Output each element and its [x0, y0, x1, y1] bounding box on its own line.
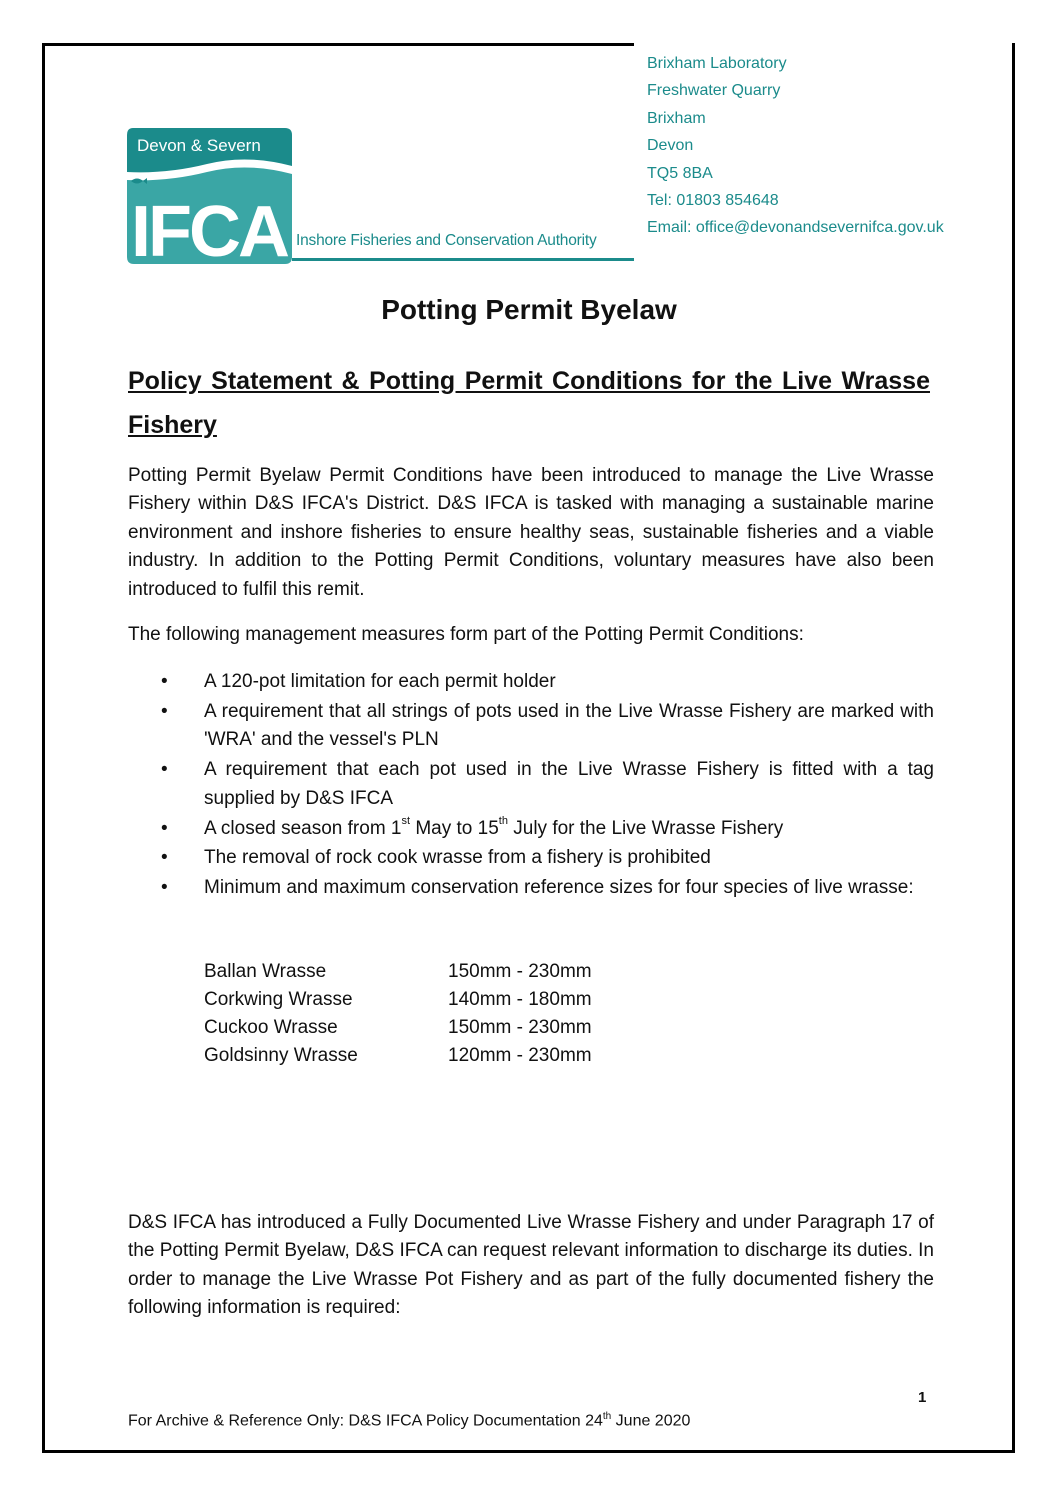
footer-text: For Archive & Reference Only: D&S IFCA Policy Documentation 24th June 2020	[128, 1411, 691, 1430]
address-block	[647, 50, 944, 242]
page-border-top	[42, 43, 634, 46]
bullet-icon: •	[161, 700, 168, 722]
logo-rule	[292, 258, 634, 261]
bullet-icon: •	[161, 817, 168, 839]
address-line: Brixham	[647, 109, 706, 127]
measures-intro: The following management measures form part of the Potting Permit Conditions:	[128, 624, 804, 645]
size-range: 120mm - 230mm	[448, 1045, 592, 1066]
size-table	[204, 958, 592, 1070]
bullet-icon: •	[161, 759, 168, 781]
species-name: Cuckoo Wrasse	[204, 1017, 338, 1038]
list-item: • A closed season from 1st May to 15th July for the Live Wrasse Fishery	[128, 815, 934, 843]
logo-tagline: Inshore Fisheries and Conservation Authority	[296, 232, 597, 249]
page-border-right	[1012, 43, 1015, 1453]
species-name: Goldsinny Wrasse	[204, 1045, 358, 1066]
bullet-icon: •	[161, 847, 168, 869]
list-item: • The removal of rock cook wrasse from a fishery is prohibited	[128, 844, 934, 872]
intro-paragraph: Potting Permit Byelaw Permit Conditions have been introduced to manage the Live Wrasse Fishery within D&S IFCA's District. D&S IFCA is tasked with managing a sustainable marine environment and inshore fisheries to ensure healthy seas, sustainable fisheries and a viable industry. In addition to the Potting Permit Conditions, voluntary measures have also been introduced to fulfil this remit.	[128, 465, 934, 600]
section-heading: Policy Statement & Potting Permit Conditions for the Live Wrasse Fishery	[128, 367, 930, 439]
bullet-icon: •	[161, 671, 168, 692]
logo-top-text: Devon & Severn	[137, 136, 261, 155]
measures-list	[128, 668, 934, 904]
ifca-logo	[127, 128, 292, 264]
list-item: • Minimum and maximum conservation reference sizes for four species of live wrasse:	[128, 874, 934, 902]
page-border-left	[42, 43, 45, 1453]
table-row	[204, 1042, 592, 1070]
address-line: TQ5 8BA	[647, 164, 713, 182]
size-range: 140mm - 180mm	[448, 989, 592, 1010]
address-line: Freshwater Quarry	[647, 82, 781, 100]
species-name: Ballan Wrasse	[204, 961, 327, 982]
size-range: 150mm - 230mm	[448, 961, 592, 982]
list-item: • A requirement that each pot used in the Live Wrasse Fishery is fitted with a tag supplied by D&S IFCA	[128, 756, 934, 813]
table-row	[204, 958, 592, 986]
size-range: 150mm - 230mm	[448, 1017, 592, 1038]
page-number: 1	[918, 1389, 927, 1406]
table-row	[204, 1014, 592, 1042]
address-line: Devon	[647, 137, 694, 155]
address-line: Brixham Laboratory	[647, 55, 787, 72]
list-item: • A 120-pot limitation for each permit holder	[128, 668, 934, 696]
logo-main-text: IFCA	[131, 192, 287, 264]
list-item: • A requirement that all strings of pots used in the Live Wrasse Fishery are marked with 'WRA' and the vessel's PLN	[128, 698, 934, 755]
closing-paragraph: D&S IFCA has introduced a Fully Documented Live Wrasse Fishery and under Paragraph 17 of the Potting Permit Byelaw, D&S IFCA can request relevant information to discharge its duties. In order to manage the Live Wrasse Pot Fishery and as part of the fully documented fishery the following information is required:	[128, 1212, 934, 1319]
species-name: Corkwing Wrasse	[204, 989, 353, 1010]
address-phone: Tel: 01803 854648	[647, 192, 779, 210]
bullet-icon: •	[161, 877, 168, 899]
table-row	[204, 986, 592, 1014]
page-border-bottom	[42, 1450, 1015, 1453]
page-title: Potting Permit Byelaw	[381, 294, 677, 325]
address-email: Email: office@devonandsevernifca.gov.uk	[647, 219, 944, 237]
